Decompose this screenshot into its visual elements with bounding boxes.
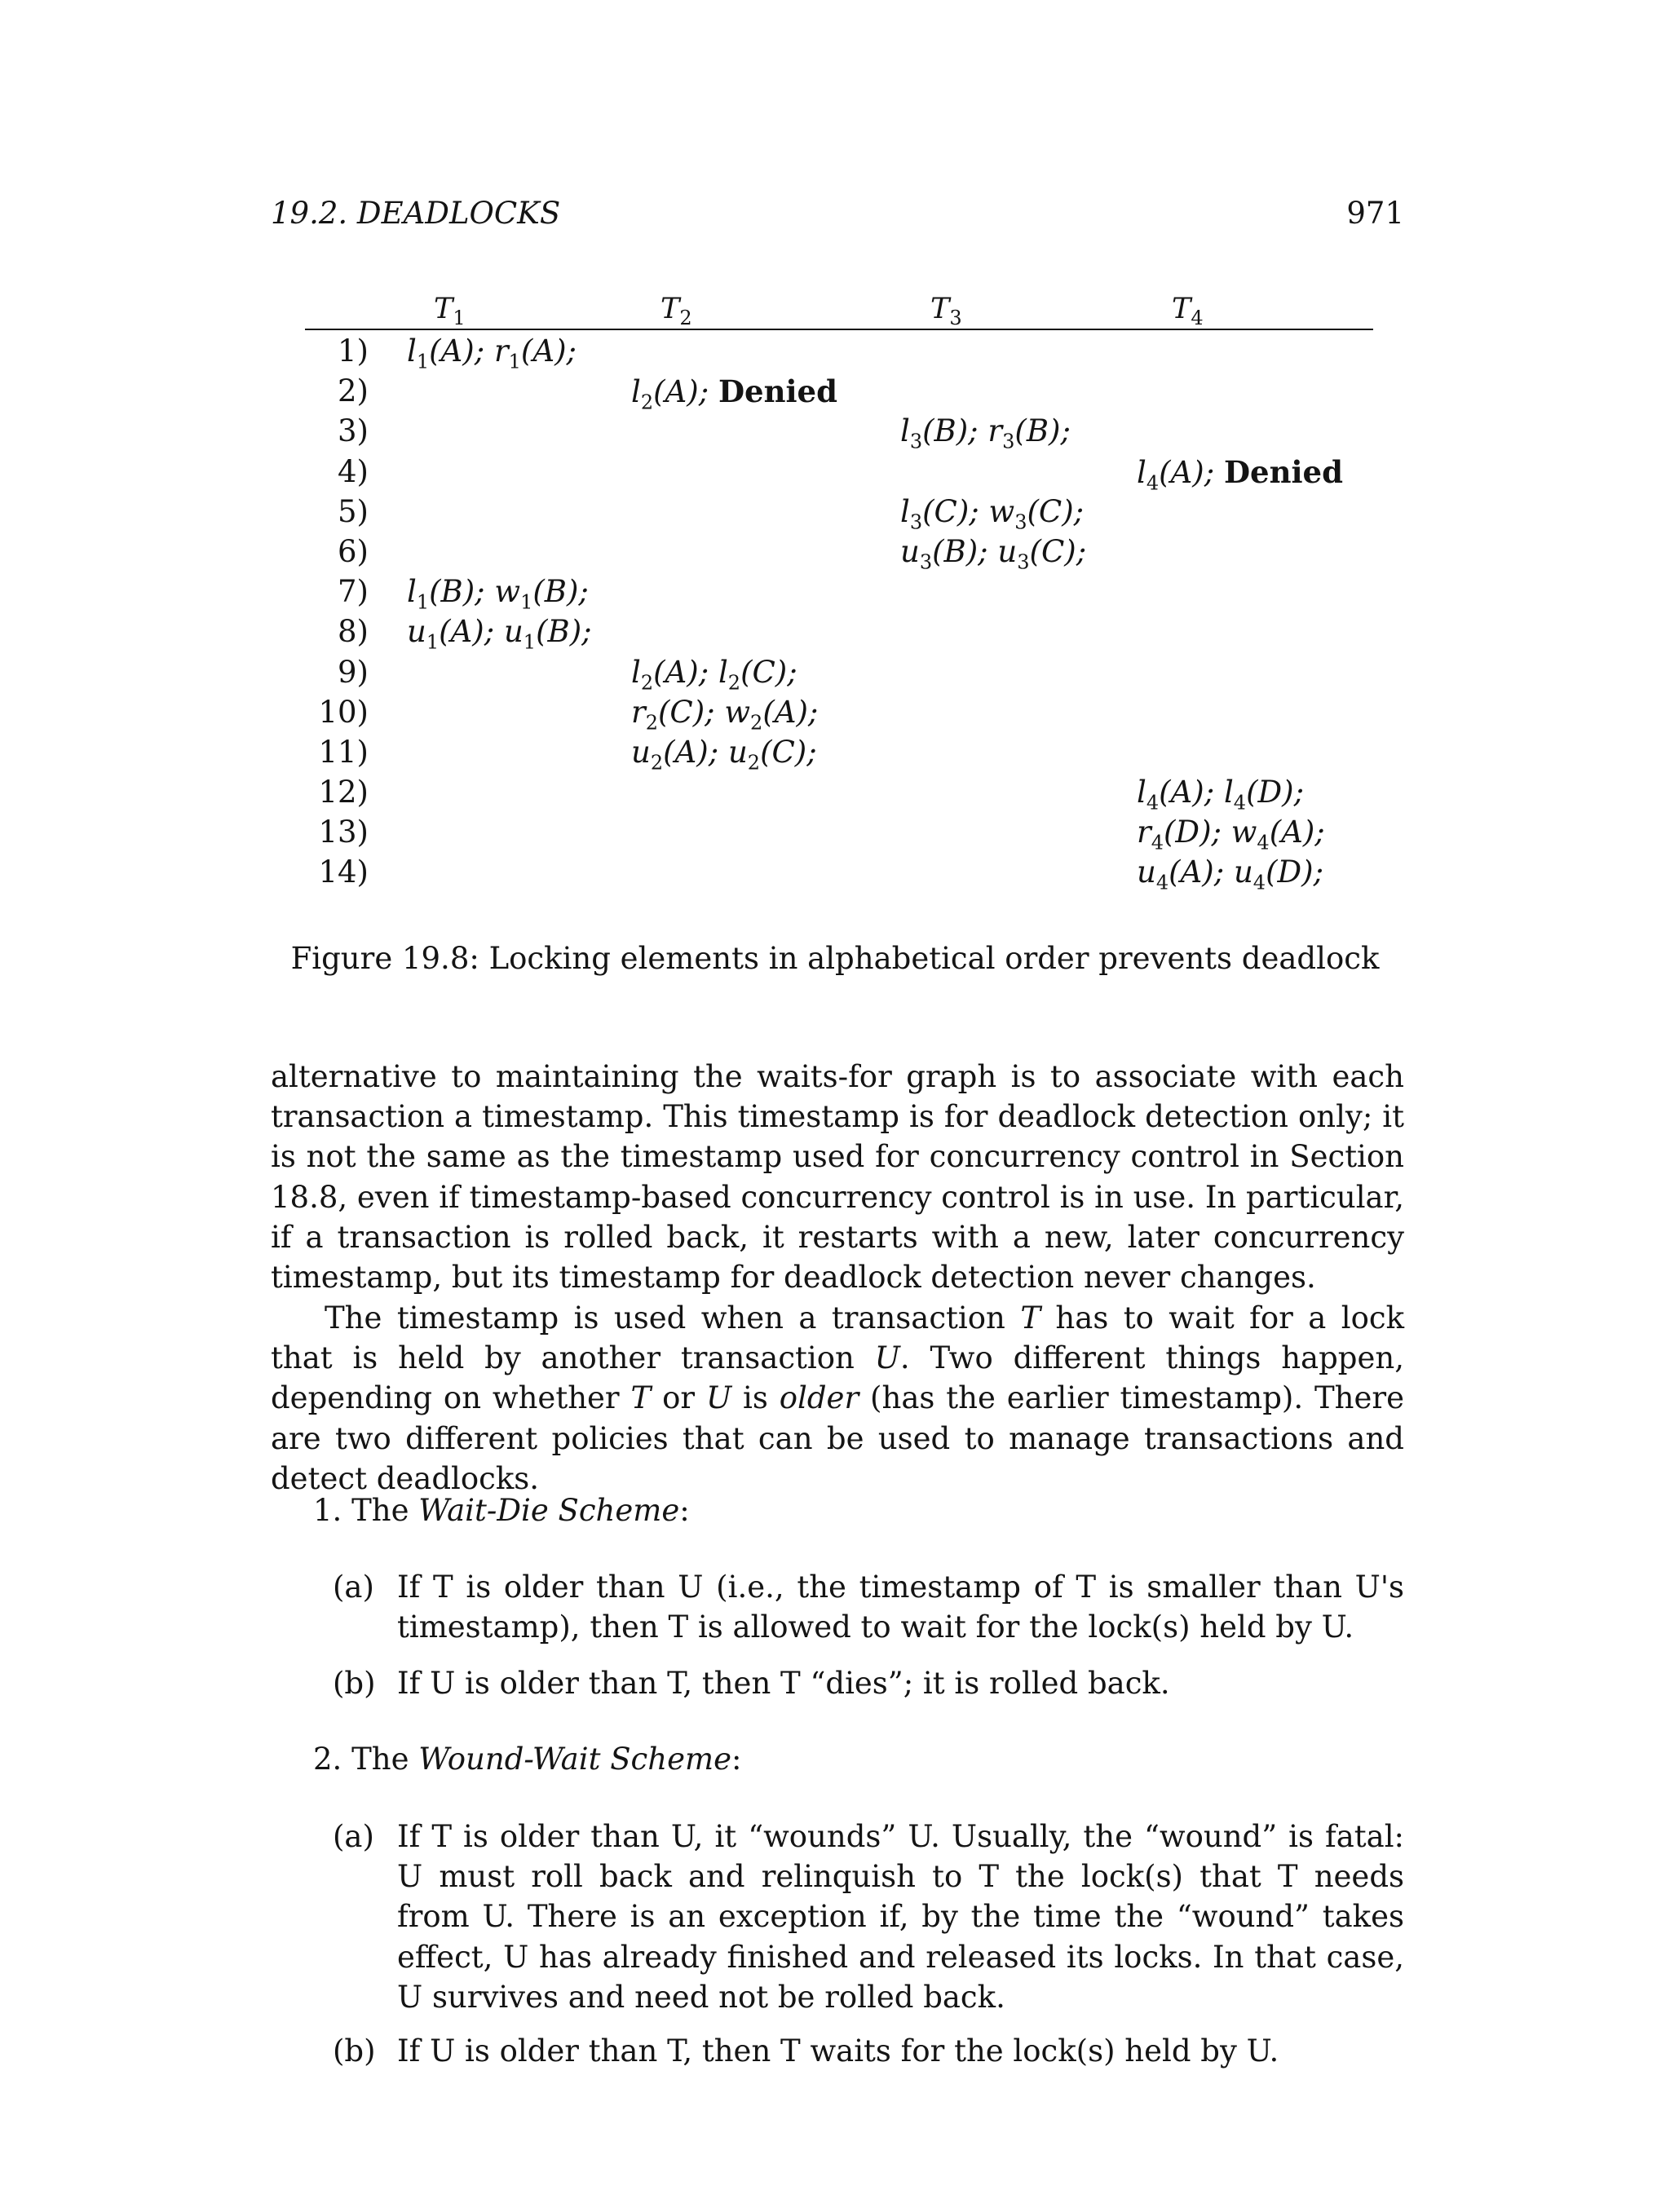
text-run: has to wait for a lock that is held by another transaction xyxy=(271,1300,1404,1376)
list-number: 2. xyxy=(313,1742,342,1777)
list-item-wait-die xyxy=(313,1490,690,1530)
table-row xyxy=(305,731,1373,775)
figure-caption: Figure 19.8: Locking elements in alphabetical order prevents deadlock xyxy=(290,941,1380,976)
section-title: 19.2. DEADLOCKS xyxy=(271,196,561,231)
action-cell-t3: $l_3(C)$; $w_3(C)$; xyxy=(900,493,1085,534)
step-number: 10) xyxy=(318,694,369,730)
scheme-name: Wound-Wait Scheme xyxy=(418,1742,731,1777)
list-subitem xyxy=(333,1817,1404,2017)
paragraph-text: alternative to maintaining the waits-for graph is to associate with each transaction a timestamp. This timestamp is for deadlock detection only; it is not the same as the timestamp used for concurrency control in Section 18.8, even if timestamp-based concurrency control is in use. In particular, if a transaction is rolled back, it restarts with a new, later concurrency timestamp, but its timestamp for deadlock detection never changes. xyxy=(271,1059,1404,1296)
scheme-name: Wait-Die Scheme xyxy=(418,1493,680,1528)
step-number: 6) xyxy=(338,533,369,569)
table-row xyxy=(305,611,1373,654)
lock-schedule-table xyxy=(305,289,1373,892)
action-cell-t1: $u_1(A)$; $u_1(B)$; xyxy=(407,614,592,654)
paragraph-policies xyxy=(271,1298,1404,1499)
action-cell-t1: $l_1(A)$; $r_1(A)$; xyxy=(407,333,577,373)
math-var: T xyxy=(630,1380,652,1416)
action-cell-t4: $r_4(D)$; $w_4(A)$; xyxy=(1137,815,1325,854)
action-cell-t4: $u_4(A)$; $u_4(D)$; xyxy=(1137,854,1324,894)
list-item-wound-wait xyxy=(313,1739,741,1779)
step-number: 9) xyxy=(338,654,369,690)
table-row xyxy=(305,410,1373,453)
subitem-text: If U is older than T, then T waits for the lock(s) held by U. xyxy=(397,2033,1279,2069)
subitem-text: If U is older than T, then T “dies”; it is rolled back. xyxy=(397,1666,1170,1701)
text-run: The xyxy=(351,1742,419,1777)
action-cell-t4: $l_4(A)$; $l_4(D)$; xyxy=(1137,775,1305,815)
list-subitem xyxy=(333,2031,1404,2071)
step-number: 4) xyxy=(338,453,369,489)
step-number: 7) xyxy=(338,574,369,610)
text-run: : xyxy=(731,1742,742,1777)
page-number: 971 xyxy=(1346,196,1404,231)
text-run: (has the earlier timestamp). There are two different policies that can be used to manage transactions and detect deadlocks. xyxy=(271,1380,1404,1496)
step-number: 12) xyxy=(318,775,369,810)
math-var: U xyxy=(874,1340,900,1376)
table-row xyxy=(305,491,1373,534)
table-row xyxy=(305,651,1373,694)
text-run: is xyxy=(731,1380,780,1416)
column-header-t3: $T_3$ xyxy=(930,293,962,329)
action-cell-t1: $l_1(B)$; $w_1(B)$; xyxy=(407,574,589,614)
table-row xyxy=(305,811,1373,854)
text-run: . Two different things happen, depending on whether xyxy=(271,1340,1404,1416)
table-row xyxy=(305,691,1373,735)
step-number: 11) xyxy=(318,734,369,770)
table-row xyxy=(305,851,1373,894)
step-number: 5) xyxy=(338,493,369,529)
table-row xyxy=(305,330,1373,373)
table-row xyxy=(305,531,1373,574)
subitem-label: (b) xyxy=(333,1666,376,1701)
step-number: 1) xyxy=(338,333,369,369)
list-number: 1. xyxy=(313,1493,342,1528)
step-number: 14) xyxy=(318,854,369,890)
action-cell-t2: $r_2(C)$; $w_2(A)$; xyxy=(631,694,819,735)
subitem-text: If T is older than U (i.e., the timestamp of T is smaller than U's timestamp), then T is allowed to wait for the lock(s) held by U. xyxy=(397,1570,1404,1645)
subitem-text: If T is older than U, it “wounds” U. Usually, the “wound” is fatal: U must roll back and relinquish to T the lock(s) that T needs from U. There is an exception if, by the time the “wound” takes effect, U has already finished and released its locks. In that case, U survives and need not be rolled back. xyxy=(397,1819,1404,2015)
paragraph-timestamp xyxy=(271,1057,1404,1297)
action-cell-t3: $u_3(B)$; $u_3(C)$; xyxy=(900,533,1087,574)
table-body xyxy=(305,330,1373,892)
math-var: U xyxy=(705,1380,732,1416)
table-row xyxy=(305,370,1373,414)
text-run: The xyxy=(351,1493,419,1528)
text-run: or xyxy=(651,1380,706,1416)
column-header-t1: $T_1$ xyxy=(434,293,466,329)
subitem-label: (a) xyxy=(333,1819,374,1854)
subitem-label: (b) xyxy=(333,2033,376,2069)
action-cell-t2: $l_2(A)$; $l_2(C)$; xyxy=(631,654,797,694)
paragraph-text xyxy=(271,1298,1404,1499)
running-head xyxy=(271,196,1404,245)
text-run: The timestamp is used when a transaction xyxy=(325,1300,1021,1336)
step-number: 8) xyxy=(338,614,369,650)
action-cell-t2: $l_2(A)$; Denied xyxy=(631,373,837,414)
table-row xyxy=(305,571,1373,614)
text-run: : xyxy=(679,1493,690,1528)
list-subitem xyxy=(333,1567,1404,1647)
table-row xyxy=(305,771,1373,815)
column-header-t2: $T_2$ xyxy=(660,293,692,329)
list-subitem xyxy=(333,1663,1404,1703)
action-cell-t4: $l_4(A)$; Denied xyxy=(1137,453,1343,494)
action-cell-t2: $u_2(A)$; $u_2(C)$; xyxy=(631,734,817,775)
math-var: T xyxy=(1020,1300,1040,1336)
table-header xyxy=(305,289,1373,330)
subitem-label: (a) xyxy=(333,1570,374,1605)
step-number: 3) xyxy=(338,413,369,449)
column-header-t4: $T_4$ xyxy=(1172,293,1204,329)
emphasis: older xyxy=(779,1380,859,1416)
step-number: 2) xyxy=(338,373,369,409)
table-row xyxy=(305,451,1373,494)
action-cell-t3: $l_3(B)$; $r_3(B)$; xyxy=(900,413,1071,453)
step-number: 13) xyxy=(318,815,369,850)
